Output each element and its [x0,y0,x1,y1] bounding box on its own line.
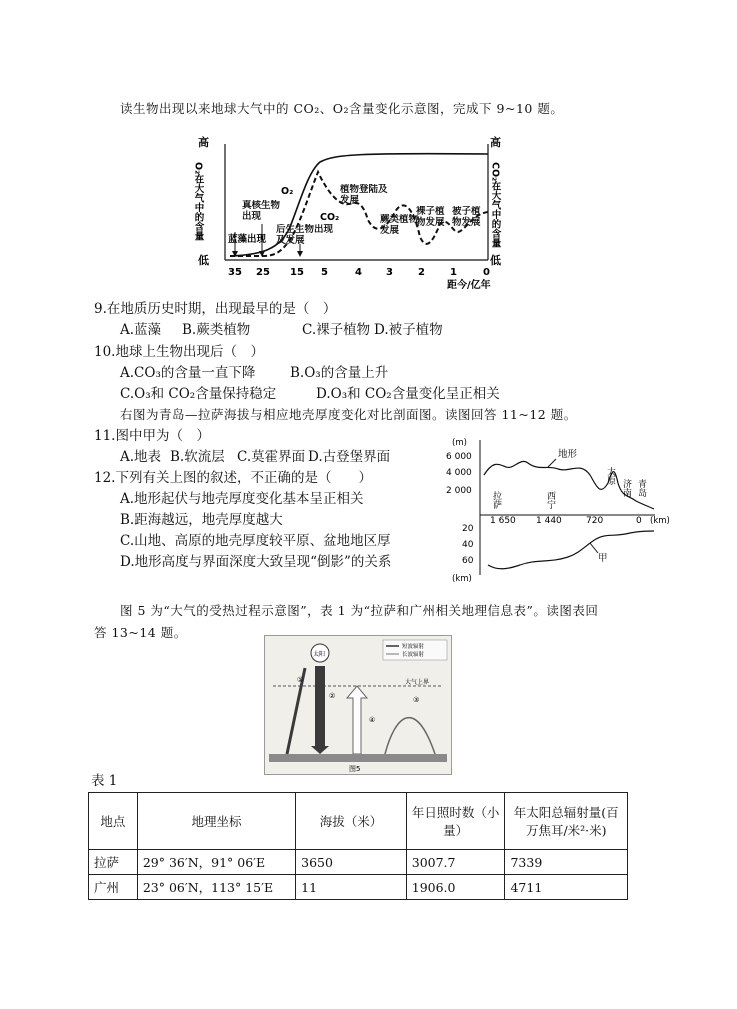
y-left-high: 高 [198,136,209,149]
header-sunshine: 年日照时数（小量） [406,793,505,850]
intro-11-12: 右图为青岛—拉萨海拔与相应地壳厚度变化对比剖面图。读图回答 11~12 题。 [120,407,577,422]
q10-option-c[interactable]: C.O₃和 CO₂含量保持稳定 [120,386,277,402]
q10-option-a[interactable]: A.CO₃的含量一直下降 [120,365,256,381]
x-tick: 4 [355,267,362,278]
q9-option-c[interactable]: C.裸子植物 [302,322,371,338]
fern-label: 蕨类植物发展 [380,214,419,236]
jia-line [488,531,654,569]
o2-co2-chart [190,132,530,292]
o2-label: O₂ [281,186,294,197]
sun-label: 太阳 [313,651,326,658]
y-tick-bottom: 60 [462,556,474,566]
terrain-label: 地形 [558,449,578,460]
figure-caption: 图5 [349,765,361,773]
q11-option-d[interactable]: D.古登堡界面 [308,449,391,465]
q11-option-a[interactable]: A.地表 [120,449,162,465]
intro-13-14-b: 答 13~14 题。 [94,625,187,640]
x-tick: 1 650 [490,516,516,526]
x-tick: 3 [386,267,393,278]
y-left-title: O₂在大气中的含量 [192,162,204,241]
x-tick: 0 [636,516,642,526]
q9-stem: 9.在地质历史时期，出现最早的是（ ） [94,301,337,317]
unit-km: (km) [452,574,472,584]
table-header-row [89,793,628,850]
q11-option-c[interactable]: C.莫霍界面 [237,449,306,465]
y-tick-bottom: 20 [462,524,474,534]
q12-option-d[interactable]: D.地形高度与界面深度大致呈现“倒影”的关系 [120,554,392,570]
q9-option-d[interactable]: D.被子植物 [374,322,443,338]
place-jinan: 济南 [621,479,631,497]
y-tick-top: 6 000 [446,452,472,462]
y-tick-top: 4 000 [446,468,472,478]
figure-5 [264,635,452,775]
x-tick: 25 [256,267,270,278]
intro-9-10: 读生物出现以来地球大气中的 CO₂、O₂含量变化示意图，完成下 9~10 题。 [120,101,564,116]
q10-option-d[interactable]: D.O₃和 CO₂含量变化呈正相关 [316,386,500,402]
place-lasa: 拉萨 [491,491,501,509]
q12-option-c[interactable]: C.山地、高原的地壳厚度较平原、盆地地区厚 [120,533,391,549]
angio-label: 被子植物发展 [452,206,481,228]
cell-place: 广州 [89,875,138,900]
place-qingdao: 青岛 [636,479,646,497]
q9-option-a[interactable]: A.蓝藻 [120,322,162,338]
legend-long: 长波辐射 [402,652,425,658]
y-right-high: 高 [490,136,501,149]
legend-short: 短波辐射 [402,644,425,650]
place-xining: 西宁 [545,491,555,509]
q9-option-b[interactable]: B.蕨类植物 [182,322,251,338]
metazoa-label: 后生生物出现及发展 [276,224,334,246]
cell-altitude: 11 [296,875,407,900]
q10-option-b[interactable]: B.O₃的含量上升 [290,365,389,381]
cell-sunshine: 1906.0 [406,875,505,900]
y-left-low: 低 [198,254,209,267]
top-atmosphere-label: 大气上界 [405,679,430,686]
x-tick: 1 440 [536,516,562,526]
num-4: ④ [369,716,376,724]
cell-coordinates: 23° 06′N，113° 15′E [137,875,295,900]
x-tick: 35 [228,267,242,278]
profile-chart [440,435,680,585]
q12-stem: 12.下列有关上图的叙述，不正确的是（ ） [94,470,372,486]
cell-coordinates: 29° 36′N，91° 06′E [137,850,295,875]
x-tick: 5 [321,267,328,278]
num-1: ① [297,676,304,684]
y-right-low: 低 [490,254,501,267]
table-row [89,850,628,875]
land-plants-label: 植物登陆及发展 [340,184,388,206]
geo-info-table [88,792,628,900]
cell-radiation: 4711 [505,875,628,900]
header-coordinates: 地理坐标 [137,793,295,850]
ground-surface [269,754,447,762]
long-wave-up-arrow [347,686,367,754]
short-wave-arrow [311,666,329,754]
cell-sunshine: 3007.7 [406,850,505,875]
q11-option-b[interactable]: B.软流层 [170,449,225,465]
x-unit: (km) [650,516,670,526]
place-taiyuan: 太原 [605,467,615,485]
q11-stem: 11.图中甲为（ ） [94,428,210,444]
y-right-title: CO₂在大气中的含量 [489,162,501,248]
x-tick: 720 [586,516,604,526]
x-tick: 0 [483,267,490,278]
num-2: ② [329,692,336,700]
unit-m: (m) [452,438,467,448]
header-radiation: 年太阳总辐射量(百万焦耳/米²·米) [505,793,628,850]
cell-place: 拉萨 [89,850,138,875]
blue-algae-label: 蓝藻出现 [228,234,267,245]
x-tick: 2 [418,267,425,278]
q12-option-a[interactable]: A.地形起伏与地壳厚度变化基本呈正相关 [120,491,364,507]
counter-radiation-arc [385,718,435,754]
table-row [89,875,628,900]
header-place: 地点 [89,793,138,850]
x-unit: 距今/亿年 [447,280,491,291]
q10-stem: 10.地球上生物出现后（ ） [94,344,264,360]
intro-13-14-a: 图 5 为“大气的受热过程示意图”，表 1 为“拉萨和广州相关地理信息表”。读图表回 [120,603,599,618]
y-tick-bottom: 40 [462,540,474,550]
header-altitude: 海拔（米） [296,793,407,850]
y-tick-top: 2 000 [446,486,472,496]
gymno-label: 裸子植物发展 [416,206,445,228]
x-tick: 15 [290,267,304,278]
cell-altitude: 3650 [296,850,407,875]
num-3: ③ [413,696,420,704]
q12-option-b[interactable]: B.距海越远，地壳厚度越大 [120,512,283,528]
eukaryote-label: 真核生物出现 [242,200,281,222]
x-tick: 1 [450,267,457,278]
table-title: 表 1 [91,773,118,789]
cell-radiation: 7339 [505,850,628,875]
co2-label: CO₂ [320,212,340,223]
jia-label: 甲 [598,553,608,564]
